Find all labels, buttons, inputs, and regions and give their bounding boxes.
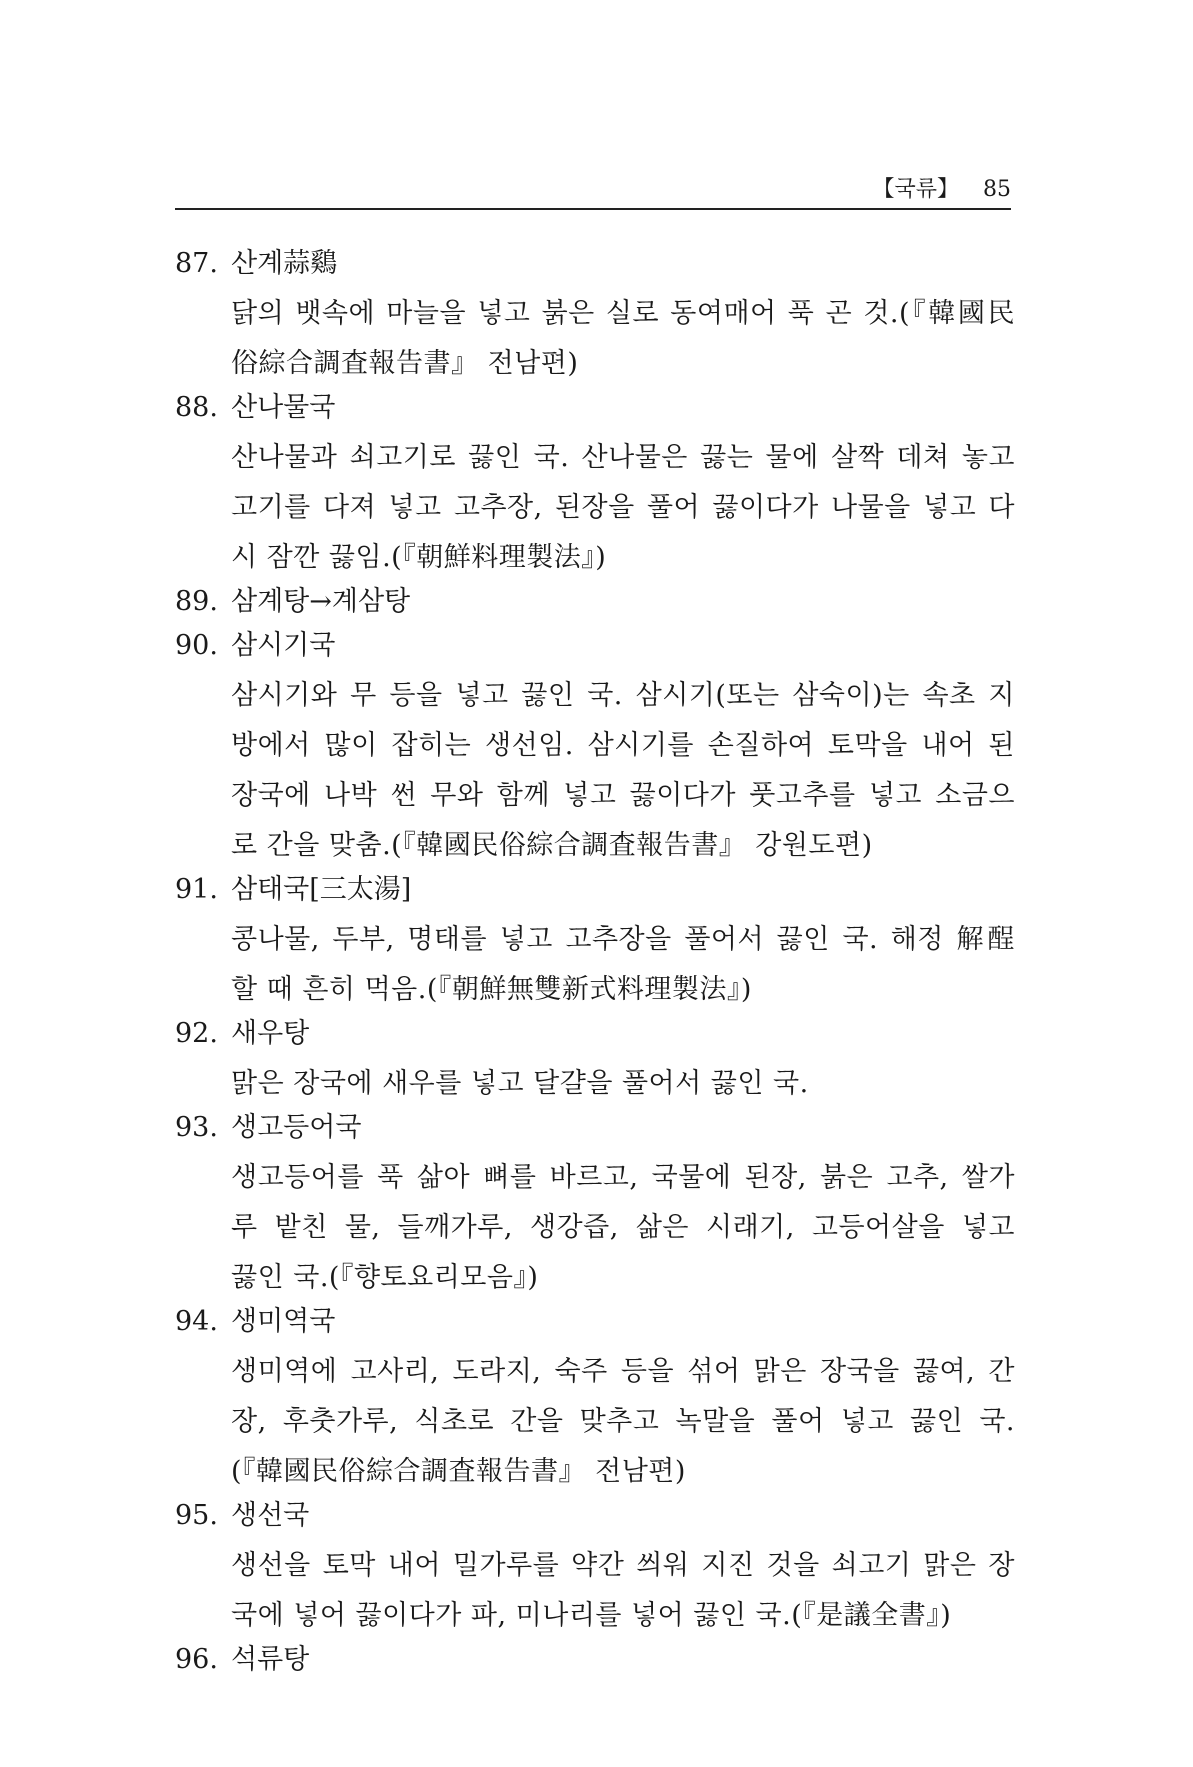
entry-title: 생선국 [231,1500,310,1531]
entry-heading [175,1641,1015,1685]
entry-number: 89. [175,586,218,617]
entry-line: 산나물과 쇠고기로 끓인 국. 산나물은 끓는 물에 살짝 데쳐 놓고 [231,442,1015,473]
entry-line: 시 잠깐 끓임.(『朝鮮料理製法』) [231,542,607,573]
entry-number: 88. [175,392,218,423]
entry-line: 생선을 토막 내어 밀가루를 약간 씌워 지진 것을 쇠고기 맑은 장 [231,1550,1015,1581]
entry-heading [175,1109,1015,1153]
entry-91 [175,871,1015,1015]
entry-90 [175,627,1015,871]
entry-94 [175,1303,1015,1497]
entry-heading [175,1015,1015,1059]
entry-line: 콩나물, 두부, 명태를 넣고 고추장을 풀어서 끓인 국. 해정 解酲 [231,924,1015,955]
entry-list [175,245,1015,1685]
entry-heading [175,245,1015,289]
entry-title: 삼태국[三太湯] [231,874,412,905]
entry-heading [175,871,1015,915]
entry-body [231,1541,1015,1641]
entry-body [231,433,1015,583]
entry-body [231,289,1015,389]
entry-number: 95. [175,1500,218,1531]
entry-number: 90. [175,630,218,661]
entry-line: 끓인 국.(『향토요리모음』) [231,1262,539,1293]
entry-body [231,671,1015,871]
entry-heading [175,627,1015,671]
entry-body [231,1347,1015,1497]
header-section-title: 【국류】 [872,177,959,202]
entry-number: 93. [175,1112,218,1143]
entry-heading [175,1497,1015,1541]
entry-line: 고기를 다져 넣고 고추장, 된장을 풀어 끓이다가 나물을 넣고 다 [231,492,1015,523]
entry-heading [175,389,1015,433]
entry-title: 새우탕 [231,1018,310,1049]
entry-body [231,1153,1015,1303]
entry-line: 맑은 장국에 새우를 넣고 달걀을 풀어서 끓인 국. [231,1068,809,1099]
entry-line: 俗綜合調査報告書』 전남편) [231,348,579,379]
entry-line: 생미역에 고사리, 도라지, 숙주 등을 섞어 맑은 장국을 끓여, 간 [231,1356,1015,1387]
entry-93 [175,1109,1015,1303]
entry-title: 석류탕 [231,1644,310,1675]
entry-88 [175,389,1015,583]
entry-body [231,915,1015,1015]
entry-line: 삼시기와 무 등을 넣고 끓인 국. 삼시기(또는 삼숙이)는 속초 지 [231,680,1015,711]
entry-title: 생고등어국 [231,1112,362,1143]
entry-96 [175,1641,1015,1685]
entry-title: 생미역국 [231,1306,336,1337]
entry-title: 산나물국 [231,392,336,423]
entry-line: 생고등어를 푹 삶아 뼈를 바르고, 국물에 된장, 붉은 고추, 쌀가 [231,1162,1015,1193]
entry-line: 닭의 뱃속에 마늘을 넣고 붉은 실로 동여매어 푹 곤 것.(『韓國民 [231,298,1015,329]
entry-heading [175,1303,1015,1347]
entry-heading [175,583,1015,627]
entry-95 [175,1497,1015,1641]
entry-number: 94. [175,1306,218,1337]
entry-number: 96. [175,1644,218,1675]
entry-number: 87. [175,248,218,279]
entry-title: 삼시기국 [231,630,336,661]
page-header [175,176,1011,210]
entry-92 [175,1015,1015,1109]
entry-body [231,1059,1015,1109]
entry-line: 루 밭친 물, 들깨가루, 생강즙, 삶은 시래기, 고등어살을 넣고 [231,1212,1015,1243]
entry-87 [175,245,1015,389]
entry-title: 산계蒜鷄 [231,248,338,279]
entry-line: 국에 넣어 끓이다가 파, 미나리를 넣어 끓인 국.(『是議全書』) [231,1600,952,1631]
entry-89 [175,583,1015,627]
entry-number: 91. [175,874,218,905]
entry-title: 삼계탕→계삼탕 [231,586,411,617]
entry-number: 92. [175,1018,218,1049]
entry-line: 할 때 흔히 먹음.(『朝鮮無雙新式料理製法』) [231,974,752,1005]
entry-line: 장국에 나박 썬 무와 함께 넣고 끓이다가 풋고추를 넣고 소금으 [231,780,1015,811]
entry-line: 장, 후춧가루, 식초로 간을 맞추고 녹말을 풀어 넣고 끓인 국. [231,1406,1015,1437]
entry-line: (『韓國民俗綜合調査報告書』 전남편) [231,1456,686,1487]
entry-line: 로 간을 맞춤.(『韓國民俗綜合調査報告書』 강원도편) [231,830,873,861]
entry-line: 방에서 많이 잡히는 생선임. 삼시기를 손질하여 토막을 내어 된 [231,730,1015,761]
page-number: 85 [983,177,1011,202]
